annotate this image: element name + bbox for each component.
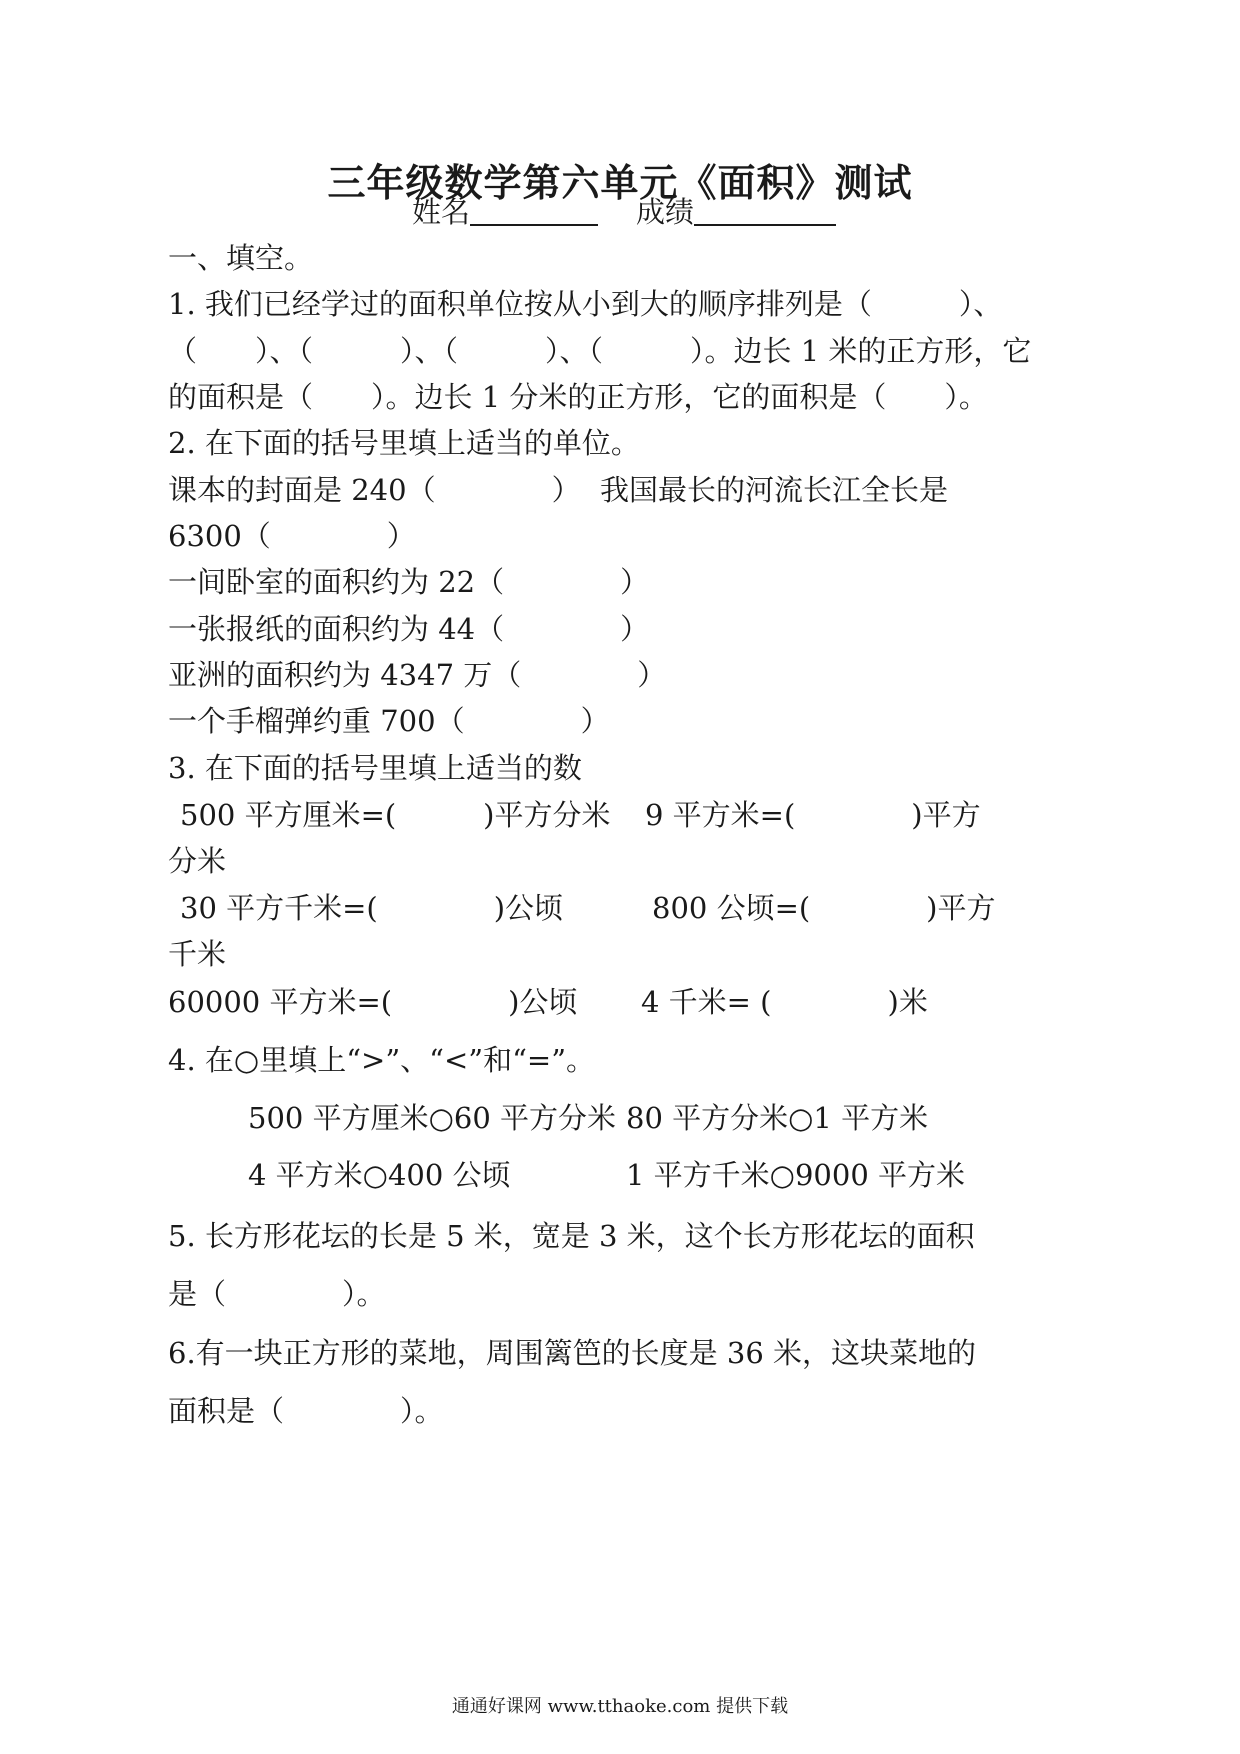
score-field bbox=[636, 192, 836, 232]
q2-item2: 一间卧室的面积约为 22（ ） bbox=[168, 565, 650, 599]
q3-row1a: 500 平方厘米=( )平方分米 bbox=[180, 798, 611, 832]
q4-compare-1: 500 平方厘米○60 平方分米 bbox=[248, 1101, 616, 1135]
q1-line2: （ ）、（ ）、（ ）、（ ）。边长 1 米的正方形，它 bbox=[168, 334, 1032, 368]
q2-item5: 一个手榴弹约重 700（ ） bbox=[168, 704, 610, 738]
q3-row2a: 30 平方千米=( )公顷 bbox=[180, 891, 564, 925]
q3-row2b: 800 公顷=( )平方 bbox=[652, 891, 996, 925]
q5-line1: 5. 长方形花坛的长是 5 米，宽是 3 米，这个长方形花坛的面积 bbox=[168, 1219, 975, 1253]
section-heading: 一、填空。 bbox=[168, 241, 314, 275]
q6-line2: 面积是（ ）。 bbox=[168, 1394, 444, 1428]
q5-line2: 是（ ）。 bbox=[168, 1277, 386, 1311]
q3-row1c: 分米 bbox=[168, 844, 227, 878]
score-blank[interactable] bbox=[694, 194, 836, 226]
q2-item3: 一张报纸的面积约为 44（ ） bbox=[168, 612, 650, 646]
q2-item1a: 课本的封面是 240（ ） bbox=[168, 473, 581, 507]
q3-row3b: 4 千米= ( )米 bbox=[641, 985, 928, 1019]
score-label: 成绩 bbox=[636, 195, 695, 229]
name-field bbox=[412, 192, 598, 232]
q1-line1: 1. 我们已经学过的面积单位按从小到大的顺序排列是（ ）、 bbox=[168, 287, 1003, 321]
name-label: 姓名 bbox=[412, 195, 471, 229]
q2-item1b: 我国最长的河流长江全长是 bbox=[600, 473, 949, 507]
q3-heading: 3. 在下面的括号里填上适当的数 bbox=[168, 751, 582, 785]
q4-compare-4: 1 平方千米○9000 平方米 bbox=[626, 1158, 965, 1192]
q4-compare-3: 4 平方米○400 公顷 bbox=[248, 1158, 511, 1192]
q4-heading: 4. 在○里填上“>”、“<”和“=”。 bbox=[168, 1043, 596, 1077]
q2-heading: 2. 在下面的括号里填上适当的单位。 bbox=[168, 426, 640, 460]
q3-row3a: 60000 平方米=( )公顷 bbox=[168, 985, 578, 1019]
q3-row1b: 9 平方米=( )平方 bbox=[645, 798, 981, 832]
q6-line1: 6.有一块正方形的菜地，周围篱笆的长度是 36 米，这块菜地的 bbox=[168, 1336, 977, 1370]
q1-line3: 的面积是（ ）。边长 1 分米的正方形，它的面积是（ ）。 bbox=[168, 380, 988, 414]
footer-source: 通通好课网 www.tthaoke.com 提供下载 bbox=[451, 1696, 789, 1717]
name-blank[interactable] bbox=[470, 194, 598, 226]
page-title: 三年级数学第六单元《面积》测试 bbox=[327, 160, 913, 205]
q2-item4: 亚洲的面积约为 4347 万（ ） bbox=[168, 658, 667, 692]
q3-row2c: 千米 bbox=[168, 937, 227, 971]
q4-compare-2: 80 平方分米○1 平方米 bbox=[626, 1101, 929, 1135]
q2-item1c: 6300（ ） bbox=[168, 519, 416, 553]
